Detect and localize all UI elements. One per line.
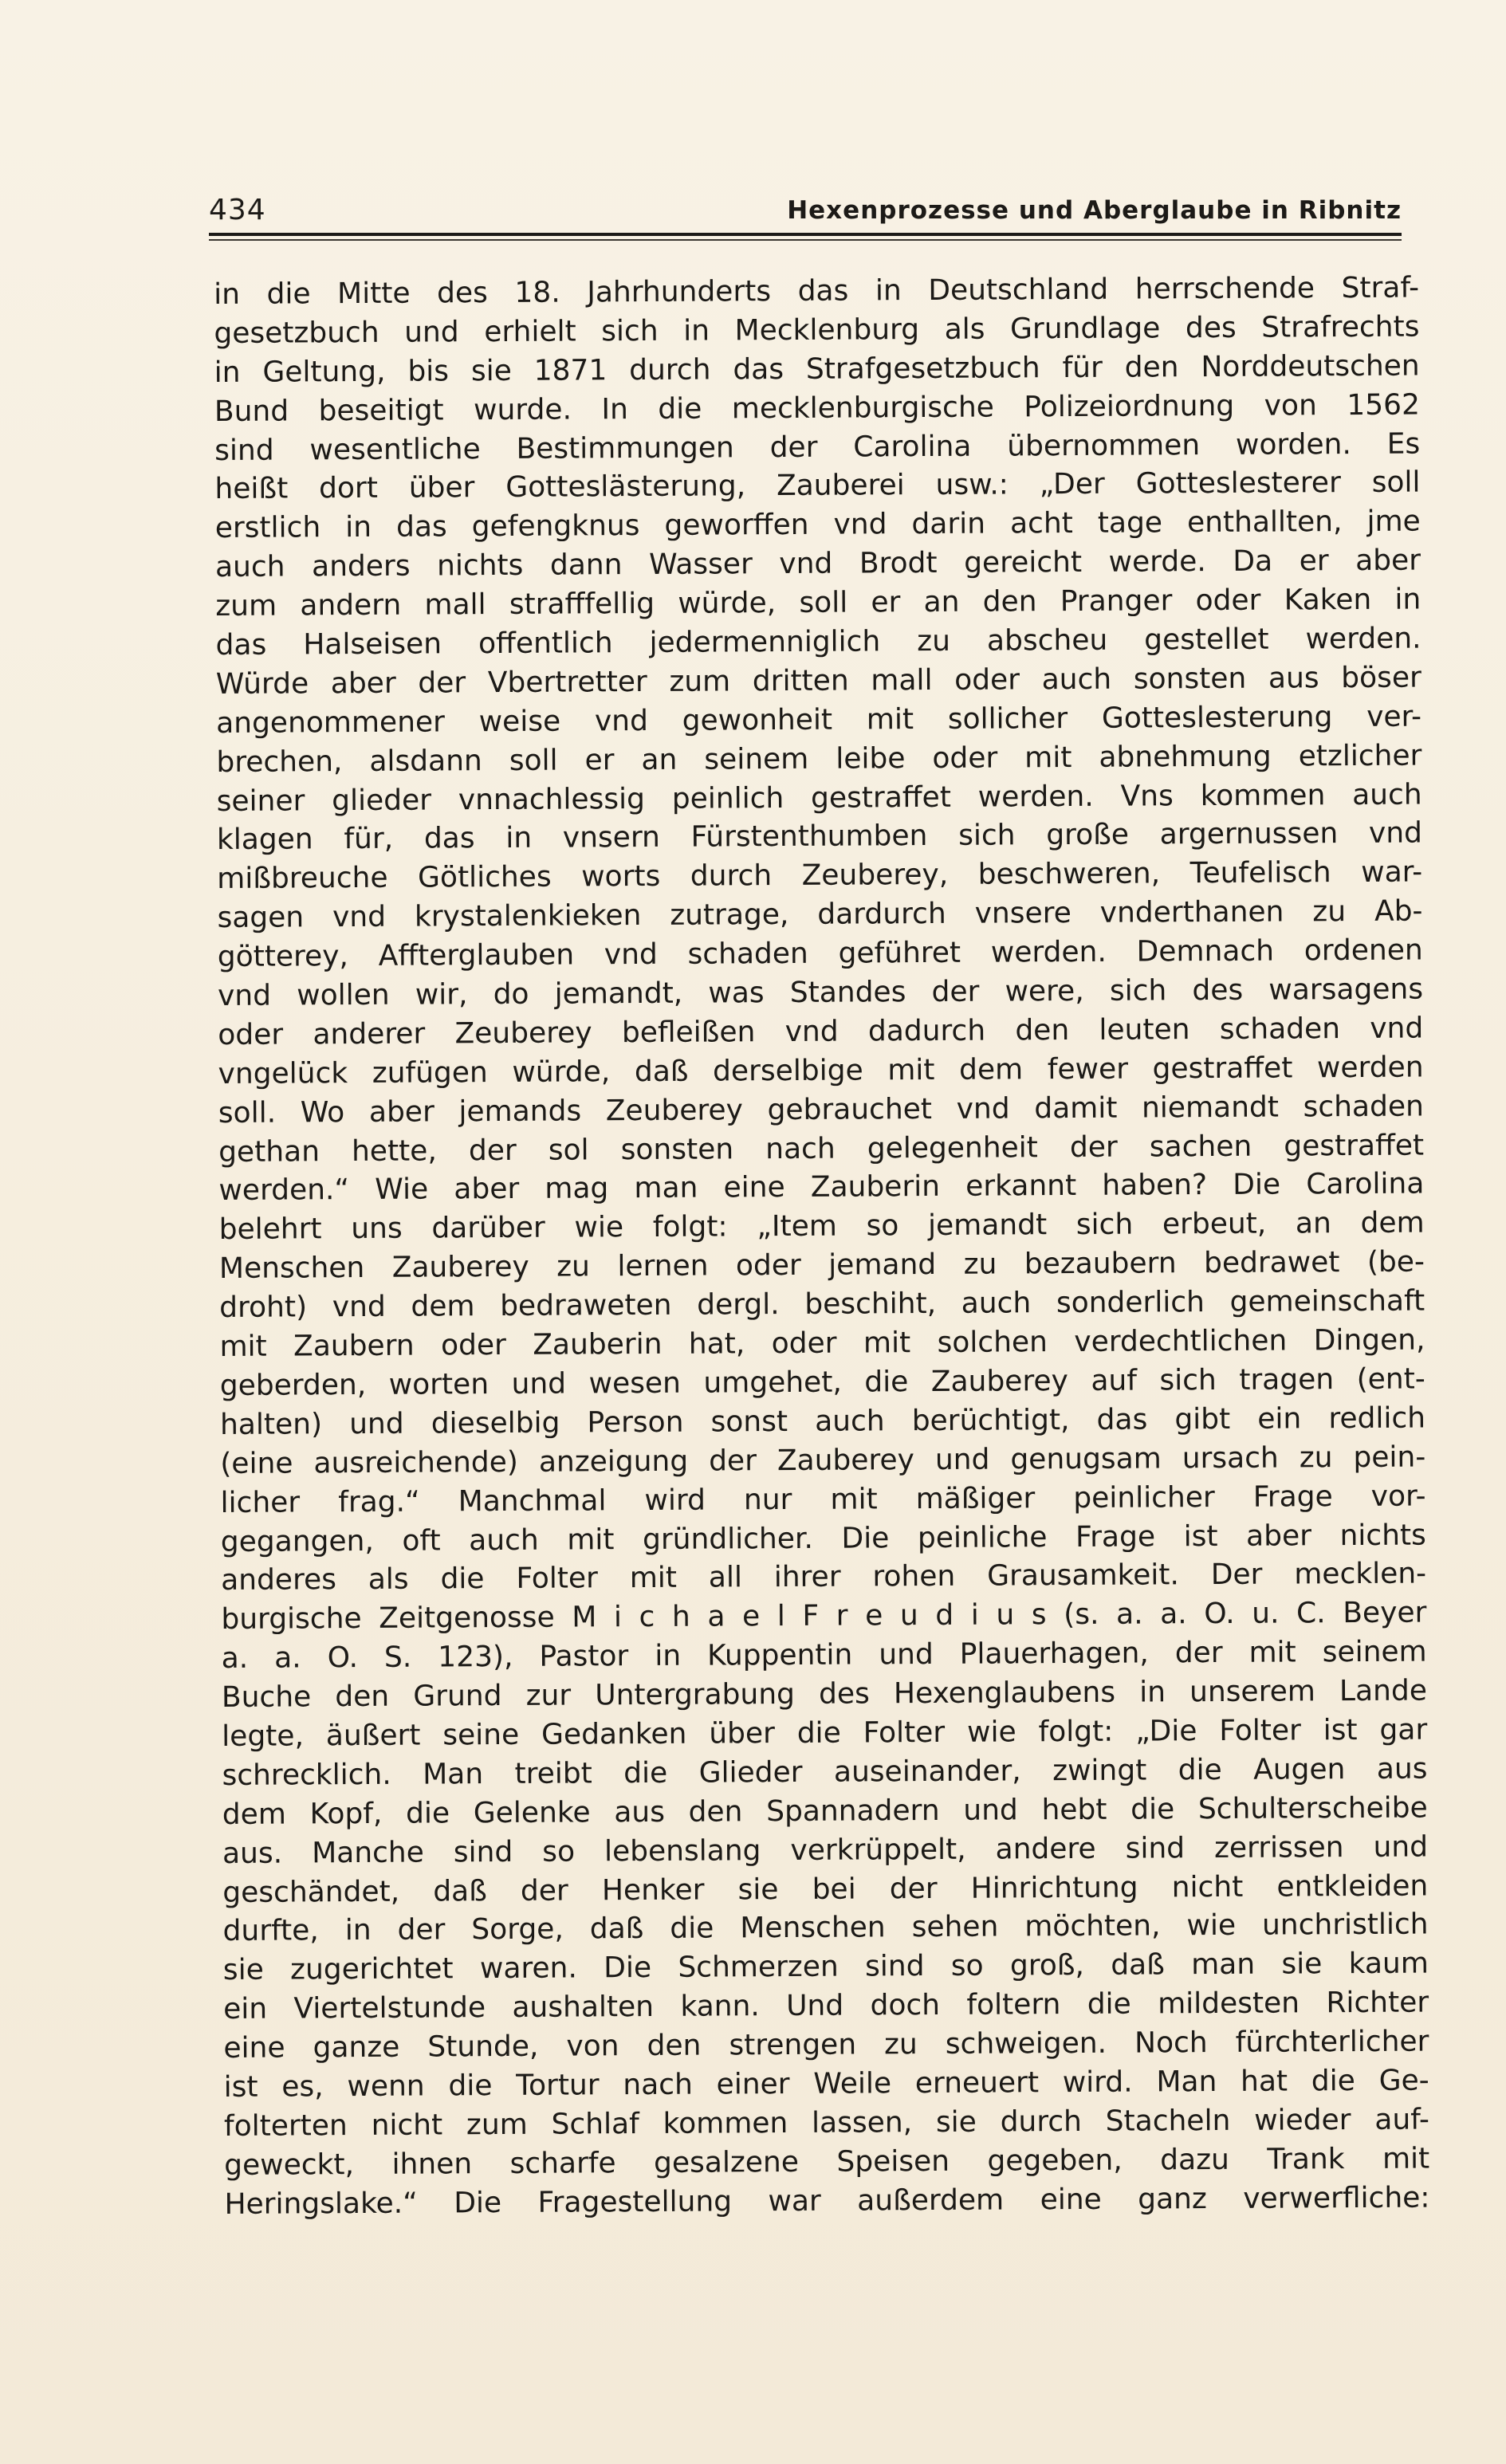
text-line: angenommener weise vnd gewonheit mit sollicher Gotteslesterung ver- <box>216 700 1422 740</box>
running-title: Hexenprozesse und Aberglaube in Ribnitz <box>787 196 1402 225</box>
text-line: gethan hette, der sol sonsten nach gelegenheit der sachen gestraffet <box>218 1129 1425 1169</box>
body-text <box>214 269 1430 2225</box>
text-line: Heringslake.“ Die Fragestellung war außerdem eine ganz verwerfliche: <box>224 2181 1430 2221</box>
text-line: klagen für, das in vnsern Fürstenthumben sich große argernussen vnd <box>216 817 1423 857</box>
text-line: belehrt uns darüber wie folgt: „Item so jemandt sich erbeut, an dem <box>218 1206 1425 1247</box>
text-line: auch anders nichts dann Wasser vnd Brodt gereicht werde. Da er aber <box>214 544 1421 584</box>
text-line: heißt dort über Gotteslästerung, Zauberei usw.: „Der Gotteslesterer soll <box>214 466 1421 506</box>
text-line: seiner glieder vnnachlessig peinlich gestraffet werden. Vns kommen auch <box>216 778 1422 818</box>
text-line: mit Zaubern oder Zauberin hat, oder mit solchen verdechtlichen Dingen, <box>219 1323 1425 1364</box>
text-line: Buche den Grund zur Untergrabung des Hexenglaubens in unserem Lande <box>221 1674 1428 1715</box>
text-line: dem Kopf, die Gelenke aus den Spannadern und hebt die Schulterscheibe <box>222 1791 1428 1831</box>
text-line: brechen, alsdann soll er an seinem leibe oder mit abnehmung etzlicher <box>216 739 1422 779</box>
text-line: in Geltung, bis sie 1871 durch das Strafgesetzbuch für den Norddeutschen <box>214 349 1420 389</box>
text-line: droht) vnd dem bedraweten dergl. beschiht, auch sonderlich gemeinschaft <box>219 1284 1425 1325</box>
text-line: eine ganze Stunde, von den strengen zu schweigen. Noch fürchterlicher <box>223 2025 1429 2065</box>
text-line: ist es, wenn die Tortur nach einer Weile erneuert wird. Man hat die Ge- <box>223 2064 1429 2104</box>
text-line: erstlich in das gefengknus geworffen vnd darin acht tage enthallten, jme <box>214 505 1421 545</box>
text-line: sind wesentliche Bestimmungen der Carolina übernommen worden. Es <box>214 427 1421 467</box>
text-line: anderes als die Folter mit all ihrer rohen Grausamkeit. Der mecklen- <box>221 1557 1427 1597</box>
text-line: soll. Wo aber jemands Zeuberey gebrauchet vnd damit niemandt schaden <box>218 1090 1424 1130</box>
text-line: halten) und dieselbig Person sonst auch berüchtigt, das gibt ein redlich <box>219 1401 1426 1441</box>
header-rule-thin <box>209 239 1402 241</box>
text-line: legte, äußert seine Gedanken über die Folter wie folgt: „Die Folter ist gar <box>222 1713 1428 1753</box>
text-line: gesetzbuch und erhielt sich in Mecklenburg als Grundlage des Strafrechts <box>214 310 1420 350</box>
text-line: licher frag.“ Manchmal wird nur mit mäßiger peinlicher Frage vor- <box>220 1480 1426 1519</box>
text-line: geweckt, ihnen scharfe gesalzene Speisen gegeben, dazu Trank mit <box>224 2142 1430 2182</box>
text-line: das Halseisen offentlich jedermenniglich zu abscheu gestellet werden. <box>215 622 1421 662</box>
text-line: geberden, worten und wesen umgehet, die Zauberey auf sich tragen (ent- <box>219 1362 1425 1402</box>
text-line: vnd wollen wir, do jemandt, was Standes der were, sich des warsagens <box>217 973 1424 1013</box>
text-line: folterten nicht zum Schlaf kommen lassen, sie durch Stacheln wieder auf- <box>223 2103 1430 2143</box>
text-line: (eine ausreichende) anzeigung der Zauberey und genugsam ursach zu pein- <box>220 1440 1426 1480</box>
text-line: ein Viertelstunde aushalten kann. Und doch foltern die mildesten Richter <box>223 1986 1429 2026</box>
text-line: vngelück zufügen würde, daß derselbige mit dem fewer gestraffet werden <box>218 1051 1424 1091</box>
text-line: Bund beseitigt wurde. In die mecklenburgische Polizeiordnung von 1562 <box>214 388 1421 428</box>
text-line: zum andern mall strafffellig würde, soll er an den Pranger oder Kaken in <box>215 583 1421 623</box>
text-line: durfte, in der Sorge, daß die Menschen sehen möchten, wie unchristlich <box>222 1908 1429 1948</box>
text-line: oder anderer Zeuberey befleißen vnd dadurch den leuten schaden vnd <box>218 1012 1424 1051</box>
text-line: götterey, Affterglauben vnd schaden geführet werden. Demnach ordenen <box>217 933 1423 974</box>
text-line: aus. Manche sind so lebenslang verkrüppelt, andere sind zerrissen und <box>222 1830 1429 1870</box>
text-line: sie zugerichtet waren. Die Schmerzen sind so groß, daß man sie kaum <box>222 1947 1429 1987</box>
text-line: mißbreuche Götliches worts durch Zeuberey, beschweren, Teufelisch war- <box>217 855 1423 896</box>
text-line: geschändet, daß der Henker sie bei der Hinrichtung nicht entkleiden <box>222 1869 1429 1909</box>
text-line: a. a. O. S. 123), Pastor in Kuppentin und Plauerhagen, der mit seinem <box>221 1635 1427 1676</box>
text-line: sagen vnd krystalenkieken zutrage, dardurch vnsere vnderthanen zu Ab- <box>217 894 1423 935</box>
text-line: in die Mitte des 18. Jahrhunderts das in Deutschland herrschende Straf- <box>214 271 1420 311</box>
text-line: burgische Zeitgenosse M i c h a e l F r e u d i u s (s. a. a. O. u. C. Beyer <box>221 1596 1427 1637</box>
text-line: werden.“ Wie aber mag man eine Zauberin erkannt haben? Die Carolina <box>218 1168 1425 1208</box>
page-number: 434 <box>209 194 266 226</box>
text-line: Würde aber der Vbertretter zum dritten mall oder auch sonsten aus böser <box>215 661 1421 701</box>
running-header <box>209 191 1402 231</box>
text-line: schrecklich. Man treibt die Glieder auseinander, zwingt die Augen aus <box>222 1752 1428 1792</box>
header-rule-thick <box>209 233 1402 236</box>
text-line: Menschen Zauberey zu lernen oder jemand zu bezaubern bedrawet (be- <box>218 1245 1425 1286</box>
text-line: gegangen, oft auch mit gründlicher. Die peinliche Frage ist aber nichts <box>220 1519 1426 1558</box>
